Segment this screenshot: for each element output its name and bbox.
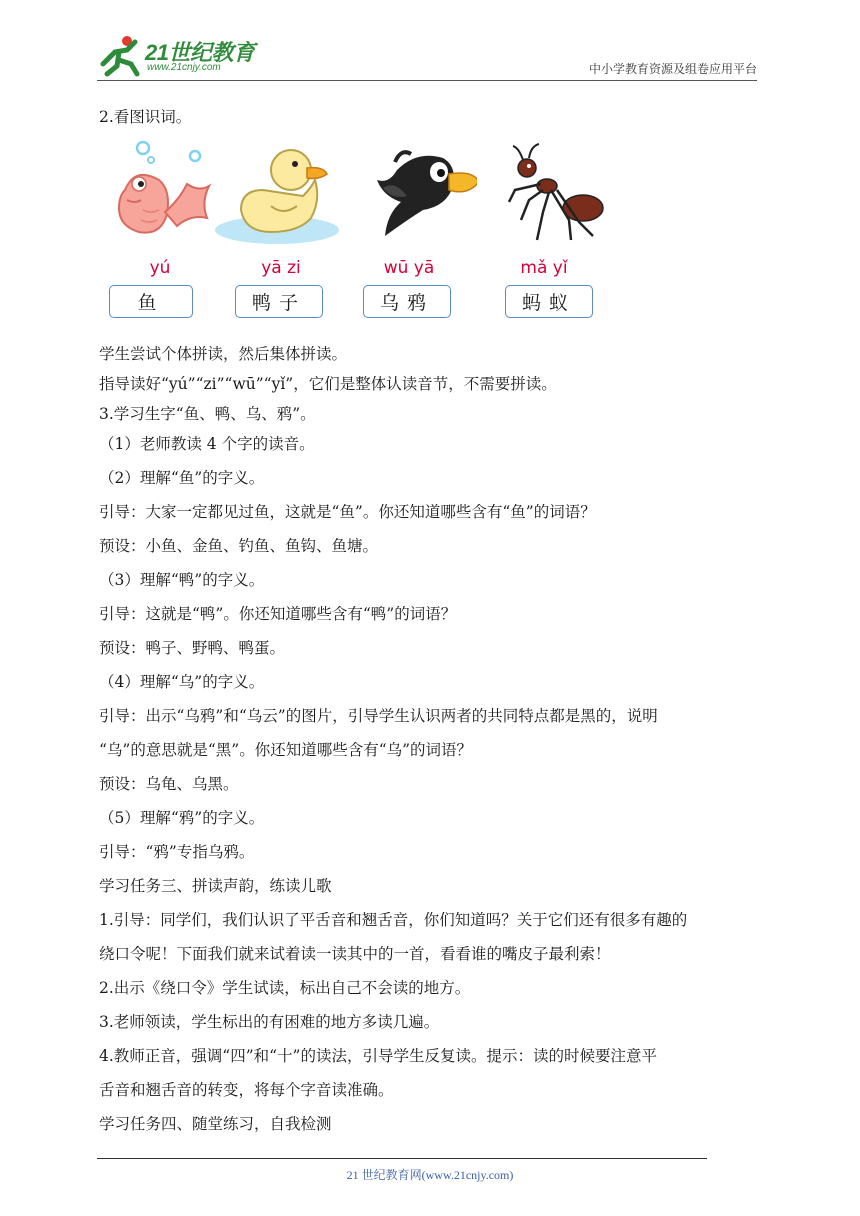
text-line: 引导：“鸦”专指乌鸦。: [99, 843, 255, 861]
text-line: 预设：乌龟、乌黑。: [99, 775, 239, 793]
header-platform-text: 中小学教育资源及组卷应用平台: [588, 62, 757, 76]
crow-picture: [367, 140, 477, 250]
page-header: [97, 34, 757, 80]
word-box-ant: 蚂蚁: [505, 285, 593, 318]
text-line: （1）老师教读 4 个字的读音。: [99, 435, 315, 453]
text-line: 3.学习生字“鱼、鸭、乌、鸦”。: [99, 405, 316, 423]
text-line: （5）理解“鸦”的字义。: [99, 809, 265, 827]
text-line: 4.教师正音，强调“四”和“十”的读法，引导学生反复读。提示：读的时候要注意平: [99, 1047, 657, 1065]
section-heading: 学习任务四、随堂练习，自我检测: [99, 1115, 332, 1133]
logo-text: 21世纪教育: [145, 40, 255, 65]
text-line: 引导：这就是“鸭”。你还知道哪些含有“鸭”的词语？: [99, 605, 457, 623]
word-box-duck: 鸭子: [235, 285, 323, 318]
text-line: 1.引导：同学们，我们认识了平舌音和翘舌音，你们知道吗？关于它们还有很多有趣的: [99, 911, 688, 929]
logo-url: www.21cnjy.com: [147, 62, 221, 73]
site-logo: [97, 34, 267, 78]
pinyin-ant: mǎ yǐ: [520, 258, 568, 278]
word-box-crow: 乌鸦: [363, 285, 451, 318]
section-title: 2.看图识词。: [99, 108, 192, 126]
text-line: （3）理解“鸭”的字义。: [99, 571, 265, 589]
text-line: （4）理解“乌”的字义。: [99, 673, 265, 691]
text-line: 绕口令呢！下面我们就来试着读一读其中的一首，看看谁的嘴皮子最利索！: [99, 945, 611, 963]
fish-icon: [105, 140, 215, 250]
pinyin-fish: yú: [149, 258, 171, 278]
header-divider: [97, 80, 757, 81]
text-line: 预设：鸭子、野鸭、鸭蛋。: [99, 639, 286, 657]
ant-icon: [499, 140, 609, 250]
ant-picture: [499, 140, 609, 250]
runner-icon: [97, 34, 145, 78]
section-heading: 学习任务三、拼读声韵，练读儿歌: [99, 877, 332, 895]
pinyin-crow: wū yā: [383, 258, 435, 278]
text-line: 2.出示《绕口令》学生试读，标出自己不会读的地方。: [99, 979, 471, 997]
text-line: “乌”的意思就是“黑”。你还知道哪些含有“乌”的词语？: [99, 741, 473, 759]
text-line: 3.老师领读，学生标出的有困难的地方多读几遍。: [99, 1013, 440, 1031]
text-line: 预设：小鱼、金鱼、钓鱼、鱼钩、鱼塘。: [99, 537, 379, 555]
picture-word-row: [99, 140, 659, 330]
footer-divider: [97, 1158, 707, 1159]
duck-icon: [211, 140, 341, 250]
text-line: 学生尝试个体拼读，然后集体拼读。: [99, 345, 348, 363]
duck-picture: [211, 140, 341, 250]
crow-icon: [367, 140, 477, 250]
pinyin-duck: yā zi: [261, 258, 301, 278]
word-box-fish: 鱼: [109, 285, 193, 318]
text-line: （2）理解“鱼”的字义。: [99, 469, 265, 487]
text-line: 引导：出示“乌鸦”和“乌云”的图片，引导学生认识两者的共同特点都是黑的，说明: [99, 707, 658, 725]
text-line: 引导：大家一定都见过鱼，这就是“鱼”。你还知道哪些含有“鱼”的词语？: [99, 503, 596, 521]
text-line: 舌音和翘舌音的转变，将每个字音读准确。: [99, 1081, 394, 1099]
fish-picture: [105, 140, 215, 250]
text-line: 指导读好“yú”“zi”“wū”“yǐ”，它们是整体认读音节，不需要拼读。: [99, 375, 557, 393]
footer-link[interactable]: 21 世纪教育网(www.21cnjy.com): [346, 1168, 514, 1182]
